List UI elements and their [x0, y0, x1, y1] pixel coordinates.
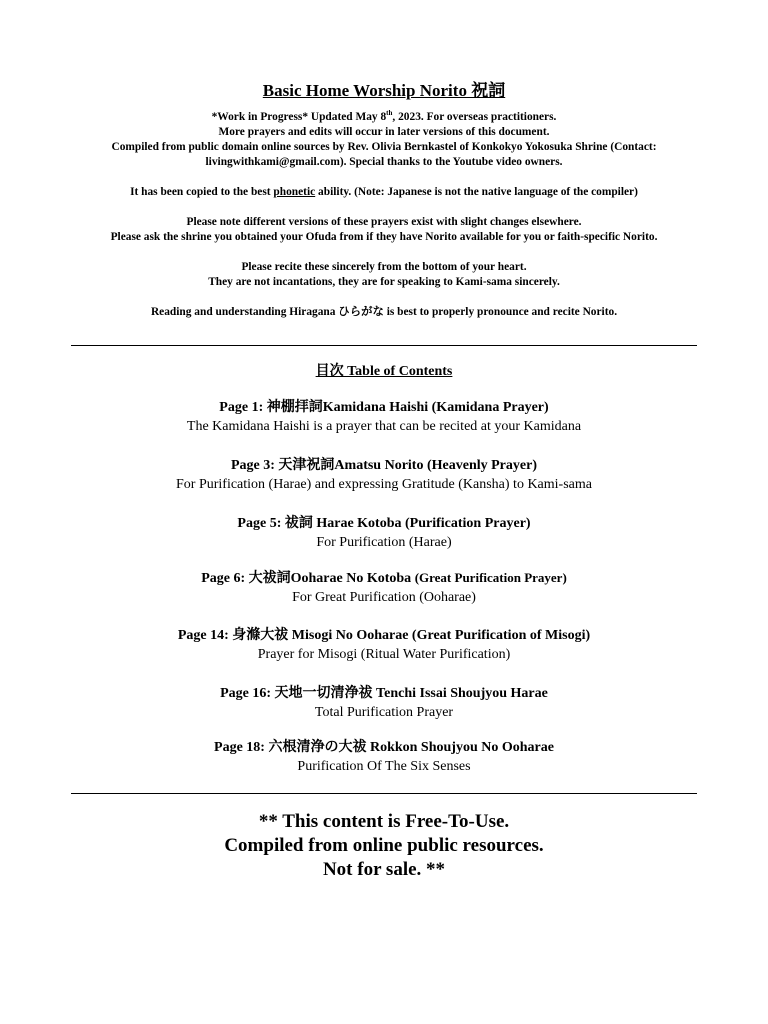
versions-note-2: Please ask the shrine you obtained your Ofuda from if they have Norito available for you or faith-specific Norito.	[110, 231, 658, 243]
footer-line-free: ** This content is Free-To-Use.	[258, 811, 510, 832]
toc-item-title: Page 16: 天地一切清浄祓 Tenchi Issai Shoujyou Harae	[220, 686, 548, 701]
phonetic-text-b: ability. (Note: Japanese is not the native language of the compiler)	[315, 186, 638, 198]
intro-paragraph-update	[60, 110, 708, 170]
toc-item-amatsu-norito	[0, 456, 768, 494]
update-text-a: *Work in Progress* Updated May 8	[211, 111, 387, 123]
toc-item-description: Prayer for Misogi (Ritual Water Purification)	[257, 647, 511, 662]
toc-item-misogi-no-ooharae	[0, 626, 768, 664]
toc-item-title: Page 3: 天津祝詞Amatsu Norito (Heavenly Prayer)	[231, 458, 537, 473]
intro-paragraph-versions	[60, 215, 708, 245]
toc-item-description: Total Purification Prayer	[314, 705, 454, 720]
toc-item-title: Page 5: 祓詞 Harae Kotoba (Purification Prayer)	[237, 516, 531, 531]
footer-line-compiled: Compiled from online public resources.	[224, 835, 544, 856]
toc-item-description: The Kamidana Haishi is a prayer that can be recited at your Kamidana	[186, 419, 582, 434]
contact-note: livingwithkami@gmail.com). Special thanks to the Youtube video owners.	[205, 156, 563, 168]
update-date-suffix: th	[386, 109, 393, 118]
hiragana-note: Reading and understanding Hiragana ひらがな is best to properly pronounce and recite Norito.	[150, 306, 618, 318]
toc-item-title: Page 1: 神棚拝詞Kamidana Haishi (Kamidana Prayer)	[219, 400, 549, 415]
versions-note-1: Please note different versions of these prayers exist with slight changes elsewhere.	[186, 216, 582, 228]
footer-notice	[0, 810, 768, 882]
sincere-note-1: Please recite these sincerely from the bottom of your heart.	[241, 261, 527, 273]
document-title: Basic Home Worship Norito 祝詞	[262, 81, 506, 100]
toc-item-title-sub: (Great Purification Prayer)	[414, 570, 567, 585]
toc-item-title: Page 18: 六根清浄の大祓 Rokkon Shoujyou No Ooharae	[214, 740, 554, 755]
sincere-note-2: They are not incantations, they are for speaking to Kami-sama sincerely.	[208, 276, 560, 288]
toc-item-description: For Purification (Harae)	[316, 535, 452, 550]
intro-section	[60, 110, 708, 320]
edits-note: More prayers and edits will occur in later versions of this document.	[218, 126, 550, 138]
toc-item-description: For Purification (Harae) and expressing Gratitude (Kansha) to Kami-sama	[176, 477, 592, 492]
toc-item-tenchi-issai	[0, 684, 768, 722]
toc-item-title-main: Page 6: 大祓詞Ooharae No Kotoba	[201, 571, 415, 586]
phonetic-text-a: It has been copied to the best	[130, 186, 274, 198]
update-text-b: , 2023. For overseas practitioners.	[392, 111, 557, 123]
toc-item-title	[0, 568, 768, 588]
bottom-divider	[71, 793, 697, 794]
intro-paragraph-hiragana	[60, 305, 708, 320]
compiled-note: Compiled from public domain online sources by Rev. Olivia Bernkastel of Konkokyo Yokosuka Shrine (Contact:	[111, 141, 657, 153]
toc-item-kamidana-haishi	[0, 398, 768, 436]
toc-item-ooharae-no-kotoba	[0, 568, 768, 607]
intro-paragraph-phonetic	[60, 185, 708, 200]
intro-paragraph-sincere	[60, 260, 708, 290]
toc-item-description: For Great Purification (Ooharae)	[292, 590, 476, 605]
toc-item-title: Page 14: 身滌大祓 Misogi No Ooharae (Great Purification of Misogi)	[177, 628, 591, 643]
toc-item-harae-kotoba	[0, 514, 768, 552]
top-divider	[71, 345, 697, 346]
footer-line-not-for-sale: Not for sale. **	[322, 859, 446, 880]
toc-item-rokkon-shoujyou	[0, 738, 768, 776]
toc-heading: 目次 Table of Contents	[315, 364, 453, 379]
toc-item-description: Purification Of The Six Senses	[297, 759, 471, 774]
phonetic-word: phonetic	[273, 186, 316, 198]
